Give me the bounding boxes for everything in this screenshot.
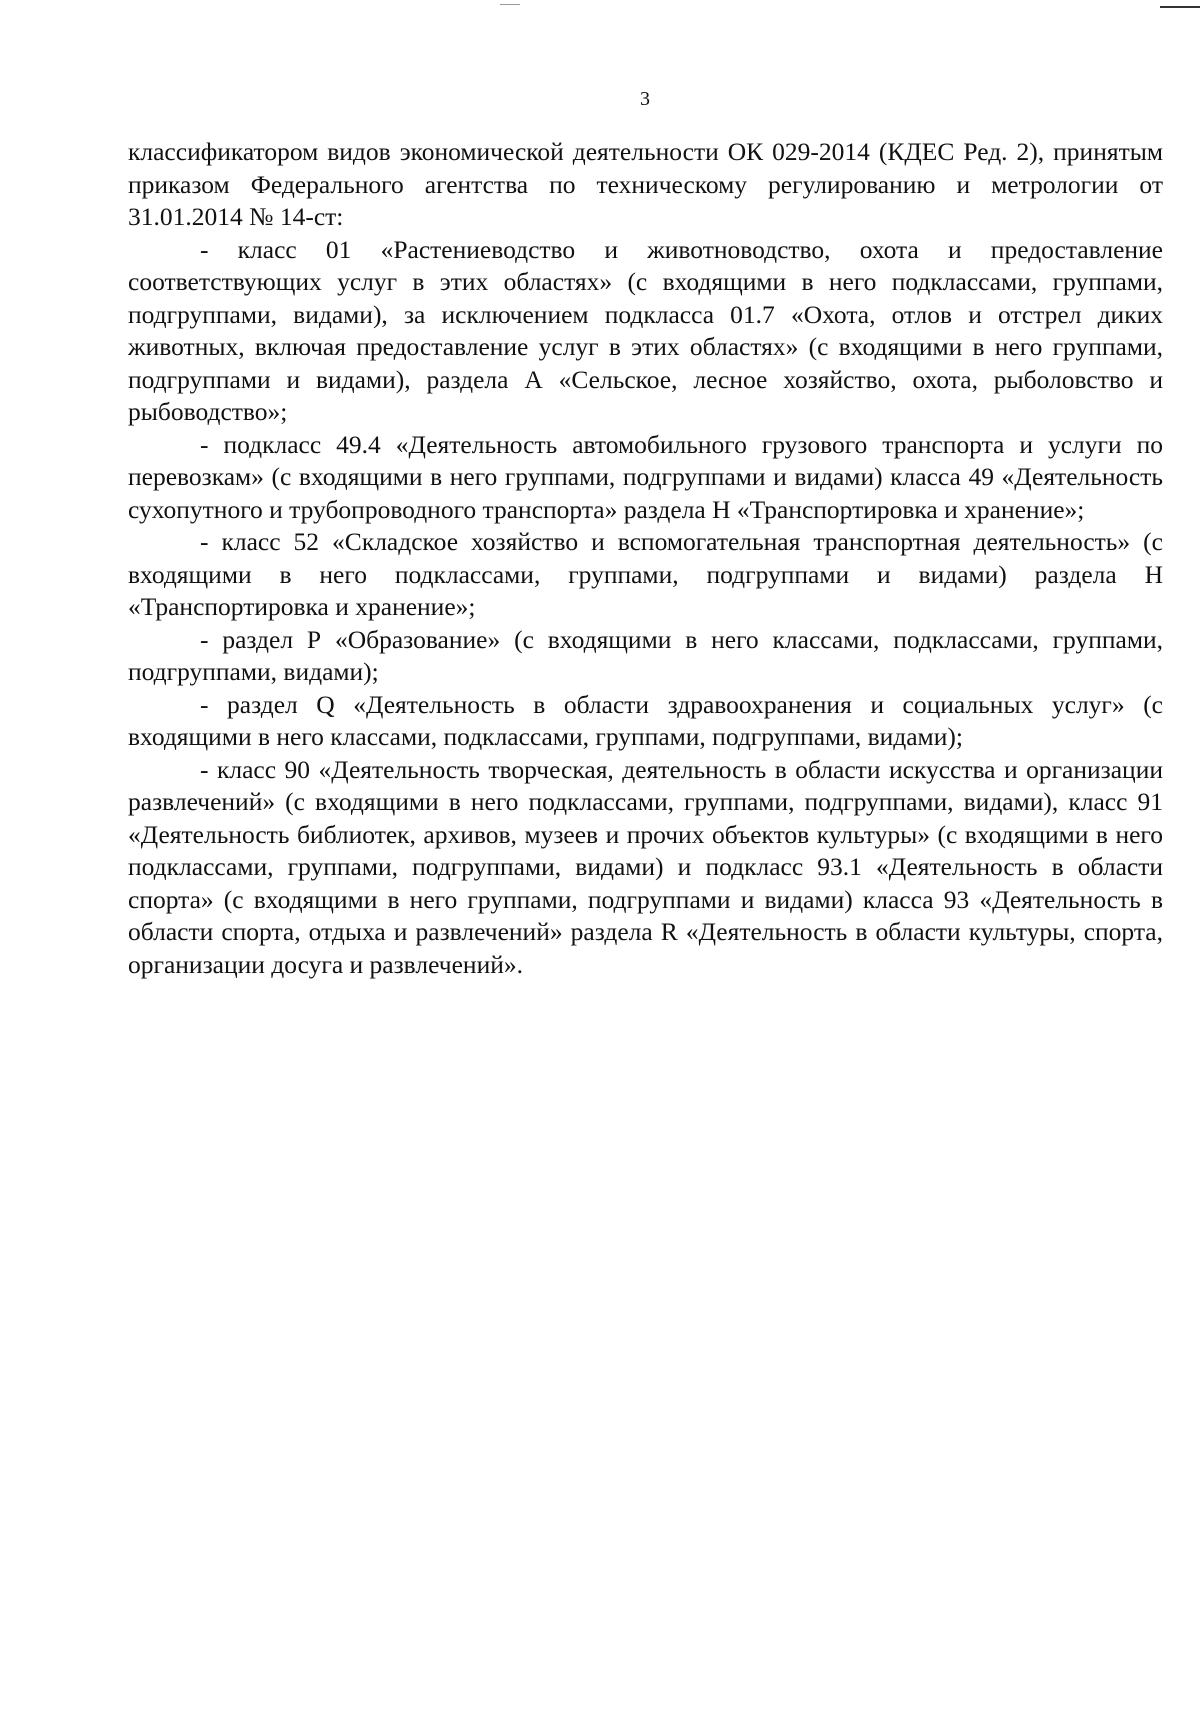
paragraph-intro: классификатором видов экономической деятельности ОК 029-2014 (КДЕС Ред. 2), принятым приказом Федерального агентства по техническому регулированию и метрологии от 31.01.2014 № 14-ст: <box>128 137 1163 231</box>
list-item-section-q: - раздел Q «Деятельность в области здравоохранения и социальных услуг» (с входящими в него классами, подклассами, группами, подгруппами, видами); <box>128 689 1163 751</box>
document-body <box>128 136 1163 981</box>
list-item-class-90-91-93: - класс 90 «Деятельность творческая, деятельность в области искусства и организации развлечений» (с входящими в него подклассами, группами, подгруппами, видами), класс 91 «Деятельность библиотек, архивов, музеев и прочих объектов культуры» (с входящими в него подклассами, группами, подгруппами, видами) и подкласс 93.1 «Деятельность в области спорта» (с входящими в него группами, подгруппами и видами) класса 93 «Деятельность в области спорта, отдыха и развлечений» раздела R «Деятельность в области культуры, спорта, организации досуга и развлечений». <box>128 754 1163 979</box>
scan-artifact-mark <box>500 0 520 5</box>
page-number: 3 <box>640 88 650 110</box>
list-item-class-52: - класс 52 «Складское хозяйство и вспомогательная транспортная деятельность» (с входящими в него подклассами, группами, подгруппами и видами) раздела Н «Транспортировка и хранение»; <box>128 527 1163 621</box>
scan-artifact-corner <box>1160 0 1200 8</box>
list-item-subclass-49-4: - подкласс 49.4 «Деятельность автомобильного грузового транспорта и услуги по перевозкам» (с входящими в него группами, подгруппами и видами) класса 49 «Деятельность сухопутного и трубопроводного транспорта» раздела Н «Транспортировка и хранение»; <box>128 429 1163 524</box>
list-item-section-p: - раздел Р «Образование» (с входящими в него классами, подклассами, группами, подгруппами, видами); <box>128 624 1163 686</box>
list-item-class-01: - класс 01 «Растениеводство и животноводство, охота и предоставление соответствующих услуг в этих областях» (с входящими в него подклассами, группами, подгруппами, видами), за исключением подкласса 01.7 «Охота, отлов и отстрел диких животных, включая предоставление услуг в этих областях» (с входящими в него группами, подгруппами и видами), раздела А «Сельское, лесное хозяйство, охота, рыболовство и рыбоводство»; <box>128 234 1163 426</box>
